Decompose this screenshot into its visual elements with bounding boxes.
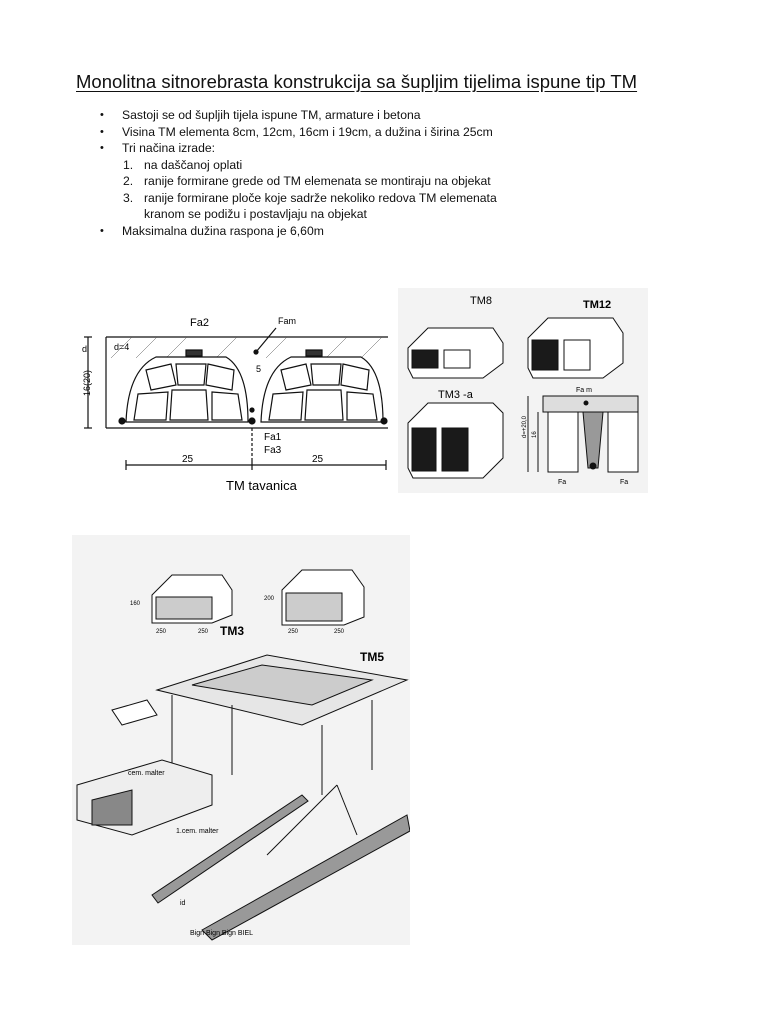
- label-cement-mortar-2: 1.cem. malter: [176, 828, 219, 835]
- label-fam: Fam: [278, 316, 296, 326]
- label-height: 16(20): [82, 369, 92, 396]
- label-d: d: [82, 344, 88, 354]
- label-bottom-stamp: Bign Bign Bign BIEL: [190, 930, 254, 937]
- bullet-icon: •: [100, 224, 104, 237]
- tm-assembly-drawing: [72, 535, 410, 945]
- label-id: id: [180, 900, 186, 907]
- label-dim200: 200: [264, 596, 275, 602]
- label-dim160: 160: [130, 601, 141, 607]
- list-item: • Sastoji se od šupljih tijela ispune TM, armature i betona: [100, 108, 421, 122]
- label-dim2: 16: [532, 431, 538, 438]
- bullet-icon: •: [100, 142, 104, 154]
- tm-block-types-drawing: [398, 288, 648, 493]
- label-tm3a: TM3 -a: [438, 389, 473, 401]
- label-five: 5: [256, 364, 262, 374]
- numbered-item-continuation: kranom se podižu i postavljaju na objekat: [144, 207, 367, 221]
- tm-slab-section-drawing: [76, 300, 396, 500]
- label-tm12: TM12: [583, 299, 612, 311]
- label-dim250-a: 250: [156, 629, 167, 635]
- label-fa1: Fa1: [264, 432, 282, 443]
- list-item: • Maksimalna dužina raspona je 6,60m: [100, 223, 324, 238]
- label-fa-left: Fa: [558, 479, 567, 486]
- label-cement-mortar-1: cem. malter: [128, 770, 165, 777]
- page-title: Monolitna sitnorebrasta konstrukcija sa šupljim tijelima ispune tip TM: [76, 71, 638, 92]
- figure-caption: TM tavanica: [226, 478, 297, 493]
- label-tm8: TM8: [470, 295, 492, 307]
- numbered-item: 2. ranije formirane grede od TM elemenata se montiraju na objekat: [123, 174, 491, 188]
- label-d4: d=4: [114, 342, 130, 352]
- label-width-1: 25: [182, 454, 194, 465]
- list-item: • Tri načina izrade:: [100, 141, 216, 155]
- label-dim250-c: 250: [288, 629, 299, 635]
- list-item: • Visina TM elementa 8cm, 12cm, 16cm i 19cm, a dužina i širina 25cm: [100, 124, 493, 139]
- label-fam-detail: Fa m: [576, 387, 592, 394]
- label-fa-right: Fa: [620, 479, 629, 486]
- label-dim250-b: 250: [198, 629, 209, 635]
- label-dim250-d: 250: [334, 629, 345, 635]
- numbered-item: 1. na daščanoj oplati: [123, 157, 243, 172]
- bullet-icon: •: [100, 125, 104, 138]
- label-fa2: Fa2: [190, 317, 209, 329]
- label-dim1: d=+20,0: [522, 415, 528, 438]
- bullet-list: [102, 107, 497, 239]
- bullet-icon: •: [100, 109, 104, 121]
- numbered-item: 3. ranije formirane ploče koje sadrže nekoliko redova TM elemenata: [123, 190, 497, 205]
- label-width-2: 25: [312, 454, 324, 465]
- label-tm3: TM3: [220, 624, 244, 638]
- label-fa3: Fa3: [264, 445, 282, 456]
- label-tm5: TM5: [360, 650, 384, 664]
